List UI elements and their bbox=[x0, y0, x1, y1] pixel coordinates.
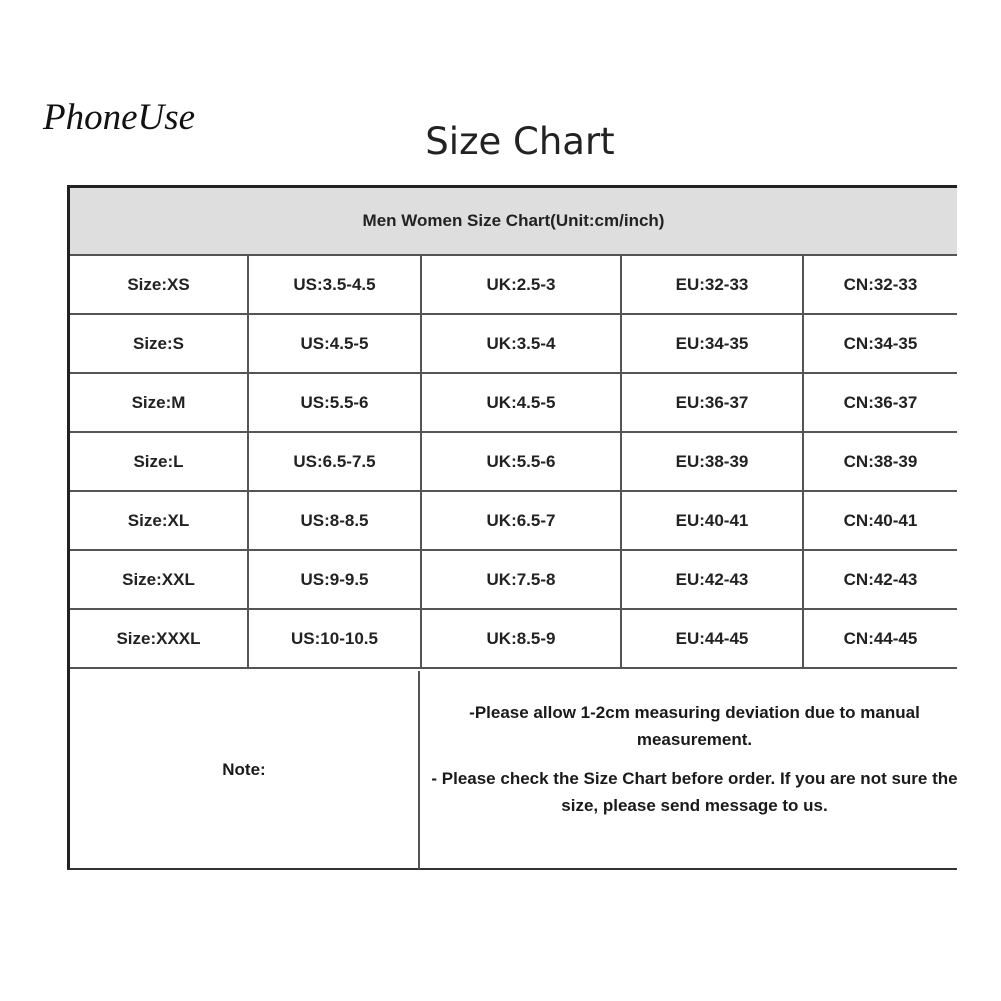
table-row bbox=[70, 314, 957, 373]
page-title: Size Chart bbox=[425, 120, 615, 163]
cn-cell: CN:34-35 bbox=[803, 314, 957, 373]
uk-cell: UK:7.5-8 bbox=[421, 550, 621, 609]
table-row bbox=[70, 491, 957, 550]
size-chart-table bbox=[67, 185, 957, 870]
eu-cell: EU:34-35 bbox=[621, 314, 803, 373]
uk-cell: UK:8.5-9 bbox=[421, 609, 621, 668]
uk-cell: UK:5.5-6 bbox=[421, 432, 621, 491]
eu-cell: EU:32-33 bbox=[621, 256, 803, 314]
table-row bbox=[70, 609, 957, 668]
size-cell: Size:XXXL bbox=[70, 609, 248, 668]
cn-cell: CN:42-43 bbox=[803, 550, 957, 609]
cn-cell: CN:38-39 bbox=[803, 432, 957, 491]
note-line: -Please allow 1-2cm measuring deviation due to manual measurement. bbox=[469, 703, 920, 749]
us-cell: US:10-10.5 bbox=[248, 609, 421, 668]
uk-cell: UK:2.5-3 bbox=[421, 256, 621, 314]
size-cell: Size:XS bbox=[70, 256, 248, 314]
size-rows bbox=[70, 256, 957, 669]
eu-cell: EU:42-43 bbox=[621, 550, 803, 609]
note-text bbox=[422, 671, 967, 869]
table-row bbox=[70, 432, 957, 491]
cn-cell: CN:40-41 bbox=[803, 491, 957, 550]
table-row bbox=[70, 550, 957, 609]
us-cell: US:3.5-4.5 bbox=[248, 256, 421, 314]
eu-cell: EU:44-45 bbox=[621, 609, 803, 668]
note-label: Note: bbox=[70, 671, 420, 869]
size-cell: Size:M bbox=[70, 373, 248, 432]
eu-cell: EU:40-41 bbox=[621, 491, 803, 550]
cn-cell: CN:36-37 bbox=[803, 373, 957, 432]
us-cell: US:8-8.5 bbox=[248, 491, 421, 550]
note-line: - Please check the Size Chart before order. If you are not sure the size, please send message to us. bbox=[431, 769, 958, 815]
uk-cell: UK:4.5-5 bbox=[421, 373, 621, 432]
table-header: Men Women Size Chart(Unit:cm/inch) bbox=[70, 188, 957, 256]
us-cell: US:9-9.5 bbox=[248, 550, 421, 609]
size-cell: Size:L bbox=[70, 432, 248, 491]
cn-cell: CN:44-45 bbox=[803, 609, 957, 668]
cn-cell: CN:32-33 bbox=[803, 256, 957, 314]
us-cell: US:4.5-5 bbox=[248, 314, 421, 373]
eu-cell: EU:38-39 bbox=[621, 432, 803, 491]
uk-cell: UK:6.5-7 bbox=[421, 491, 621, 550]
size-cell: Size:XXL bbox=[70, 550, 248, 609]
table-row bbox=[70, 373, 957, 432]
us-cell: US:5.5-6 bbox=[248, 373, 421, 432]
us-cell: US:6.5-7.5 bbox=[248, 432, 421, 491]
size-cell: Size:S bbox=[70, 314, 248, 373]
eu-cell: EU:36-37 bbox=[621, 373, 803, 432]
table-row bbox=[70, 256, 957, 314]
uk-cell: UK:3.5-4 bbox=[421, 314, 621, 373]
size-cell: Size:XL bbox=[70, 491, 248, 550]
brand-logo-text: PhoneUse bbox=[43, 97, 196, 138]
